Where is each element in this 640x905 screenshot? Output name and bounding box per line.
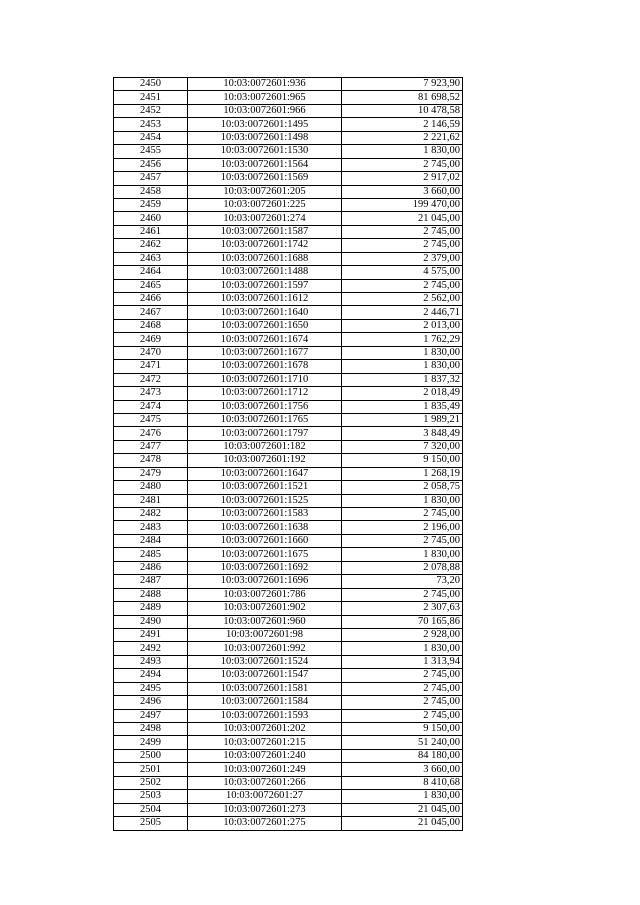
table-row xyxy=(114,333,463,346)
cadastral-number-cell: 10:03:0072601:273 xyxy=(188,803,342,816)
row-number-cell: 2471 xyxy=(114,360,188,373)
cadastral-number-cell: 10:03:0072601:202 xyxy=(188,723,342,736)
value-cell: 2 562,00 xyxy=(342,293,463,306)
value-cell: 9 150,00 xyxy=(342,454,463,467)
cadastral-number-cell: 10:03:0072601:249 xyxy=(188,763,342,776)
value-cell: 2 745,00 xyxy=(342,239,463,252)
row-number-cell: 2468 xyxy=(114,319,188,332)
table-row xyxy=(114,239,463,252)
row-number-cell: 2483 xyxy=(114,521,188,534)
value-cell: 2 745,00 xyxy=(342,225,463,238)
cadastral-number-cell: 10:03:0072601:205 xyxy=(188,185,342,198)
table-row xyxy=(114,360,463,373)
cadastral-number-cell: 10:03:0072601:1583 xyxy=(188,508,342,521)
cadastral-number-cell: 10:03:0072601:1640 xyxy=(188,306,342,319)
row-number-cell: 2492 xyxy=(114,642,188,655)
value-cell: 1 835,49 xyxy=(342,400,463,413)
table-row xyxy=(114,454,463,467)
cadastral-number-cell: 10:03:0072601:225 xyxy=(188,198,342,211)
value-cell: 2 745,00 xyxy=(342,682,463,695)
row-number-cell: 2462 xyxy=(114,239,188,252)
row-number-cell: 2477 xyxy=(114,440,188,453)
value-cell: 2 745,00 xyxy=(342,696,463,709)
cadastral-number-cell: 10:03:0072601:1498 xyxy=(188,131,342,144)
table-row xyxy=(114,118,463,131)
table-row xyxy=(114,440,463,453)
value-cell: 2 307,63 xyxy=(342,602,463,615)
cadastral-number-cell: 10:03:0072601:1488 xyxy=(188,266,342,279)
cadastral-number-cell: 10:03:0072601:1638 xyxy=(188,521,342,534)
row-number-cell: 2475 xyxy=(114,413,188,426)
table-row xyxy=(114,293,463,306)
row-number-cell: 2490 xyxy=(114,615,188,628)
cadastral-number-cell: 10:03:0072601:1584 xyxy=(188,696,342,709)
cadastral-number-cell: 10:03:0072601:902 xyxy=(188,602,342,615)
cadastral-number-cell: 10:03:0072601:1696 xyxy=(188,575,342,588)
value-cell: 4 575,00 xyxy=(342,266,463,279)
table-row xyxy=(114,225,463,238)
table-row xyxy=(114,185,463,198)
row-number-cell: 2491 xyxy=(114,628,188,641)
value-cell: 70 165,86 xyxy=(342,615,463,628)
row-number-cell: 2494 xyxy=(114,669,188,682)
row-number-cell: 2474 xyxy=(114,400,188,413)
row-number-cell: 2450 xyxy=(114,78,188,91)
value-cell: 21 045,00 xyxy=(342,803,463,816)
cadastral-number-cell: 10:03:0072601:786 xyxy=(188,588,342,601)
row-number-cell: 2457 xyxy=(114,172,188,185)
cadastral-number-cell: 10:03:0072601:1521 xyxy=(188,481,342,494)
row-number-cell: 2470 xyxy=(114,346,188,359)
cadastral-number-cell: 10:03:0072601:992 xyxy=(188,642,342,655)
value-cell: 1 762,29 xyxy=(342,333,463,346)
cadastral-number-cell: 10:03:0072601:1524 xyxy=(188,655,342,668)
value-cell: 84 180,00 xyxy=(342,749,463,762)
row-number-cell: 2465 xyxy=(114,279,188,292)
row-number-cell: 2493 xyxy=(114,655,188,668)
table-row xyxy=(114,387,463,400)
value-cell: 21 045,00 xyxy=(342,212,463,225)
table-row xyxy=(114,588,463,601)
value-cell: 2 745,00 xyxy=(342,588,463,601)
table-row xyxy=(114,266,463,279)
table-row xyxy=(114,682,463,695)
cadastral-number-cell: 10:03:0072601:182 xyxy=(188,440,342,453)
cadastral-number-cell: 10:03:0072601:1547 xyxy=(188,669,342,682)
table-row xyxy=(114,534,463,547)
value-cell: 2 379,00 xyxy=(342,252,463,265)
value-cell: 9 150,00 xyxy=(342,723,463,736)
value-cell: 2 013,00 xyxy=(342,319,463,332)
cadastral-number-cell: 10:03:0072601:1712 xyxy=(188,387,342,400)
row-number-cell: 2504 xyxy=(114,803,188,816)
table-row xyxy=(114,145,463,158)
table-row xyxy=(114,642,463,655)
row-number-cell: 2469 xyxy=(114,333,188,346)
table-row xyxy=(114,172,463,185)
row-number-cell: 2454 xyxy=(114,131,188,144)
row-number-cell: 2495 xyxy=(114,682,188,695)
row-number-cell: 2505 xyxy=(114,817,188,830)
table-row xyxy=(114,252,463,265)
row-number-cell: 2481 xyxy=(114,494,188,507)
row-number-cell: 2486 xyxy=(114,561,188,574)
table-row xyxy=(114,427,463,440)
value-cell: 3 660,00 xyxy=(342,185,463,198)
cadastral-number-cell: 10:03:0072601:215 xyxy=(188,736,342,749)
value-cell: 7 923,90 xyxy=(342,78,463,91)
value-cell: 2 745,00 xyxy=(342,508,463,521)
row-number-cell: 2501 xyxy=(114,763,188,776)
value-cell: 3 660,00 xyxy=(342,763,463,776)
table-body xyxy=(114,78,463,831)
row-number-cell: 2464 xyxy=(114,266,188,279)
cadastral-number-cell: 10:03:0072601:1765 xyxy=(188,413,342,426)
table-row xyxy=(114,467,463,480)
table-row xyxy=(114,776,463,789)
cadastral-number-cell: 10:03:0072601:936 xyxy=(188,78,342,91)
value-cell: 199 470,00 xyxy=(342,198,463,211)
row-number-cell: 2456 xyxy=(114,158,188,171)
cadastral-number-cell: 10:03:0072601:1660 xyxy=(188,534,342,547)
value-cell: 1 268,19 xyxy=(342,467,463,480)
table-row xyxy=(114,212,463,225)
row-number-cell: 2467 xyxy=(114,306,188,319)
cadastral-number-cell: 10:03:0072601:1674 xyxy=(188,333,342,346)
cadastral-number-cell: 10:03:0072601:1593 xyxy=(188,709,342,722)
table-row xyxy=(114,158,463,171)
value-cell: 2 078,88 xyxy=(342,561,463,574)
cadastral-number-cell: 10:03:0072601:274 xyxy=(188,212,342,225)
table-row xyxy=(114,508,463,521)
row-number-cell: 2502 xyxy=(114,776,188,789)
cadastral-number-cell: 10:03:0072601:98 xyxy=(188,628,342,641)
value-cell: 2 196,00 xyxy=(342,521,463,534)
value-cell: 2 446,71 xyxy=(342,306,463,319)
value-cell: 2 745,00 xyxy=(342,279,463,292)
value-cell: 1 830,00 xyxy=(342,548,463,561)
cadastral-number-cell: 10:03:0072601:240 xyxy=(188,749,342,762)
table-row xyxy=(114,346,463,359)
value-cell: 2 221,62 xyxy=(342,131,463,144)
table-row xyxy=(114,763,463,776)
table-row xyxy=(114,696,463,709)
value-cell: 2 018,49 xyxy=(342,387,463,400)
cadastral-number-cell: 10:03:0072601:1756 xyxy=(188,400,342,413)
row-number-cell: 2459 xyxy=(114,198,188,211)
row-number-cell: 2489 xyxy=(114,602,188,615)
table-row xyxy=(114,548,463,561)
value-cell: 8 410,68 xyxy=(342,776,463,789)
row-number-cell: 2461 xyxy=(114,225,188,238)
row-number-cell: 2452 xyxy=(114,104,188,117)
row-number-cell: 2455 xyxy=(114,145,188,158)
table-row xyxy=(114,481,463,494)
value-cell: 3 848,49 xyxy=(342,427,463,440)
cadastral-number-cell: 10:03:0072601:1612 xyxy=(188,293,342,306)
row-number-cell: 2499 xyxy=(114,736,188,749)
table-row xyxy=(114,575,463,588)
table-row xyxy=(114,602,463,615)
table-row xyxy=(114,400,463,413)
value-cell: 73,20 xyxy=(342,575,463,588)
cadastral-number-cell: 10:03:0072601:1597 xyxy=(188,279,342,292)
row-number-cell: 2503 xyxy=(114,790,188,803)
value-cell: 21 045,00 xyxy=(342,817,463,830)
row-number-cell: 2473 xyxy=(114,387,188,400)
data-table xyxy=(113,77,463,831)
value-cell: 2 745,00 xyxy=(342,158,463,171)
table-row xyxy=(114,306,463,319)
row-number-cell: 2496 xyxy=(114,696,188,709)
row-number-cell: 2466 xyxy=(114,293,188,306)
cadastral-number-cell: 10:03:0072601:1742 xyxy=(188,239,342,252)
cadastral-number-cell: 10:03:0072601:1530 xyxy=(188,145,342,158)
row-number-cell: 2478 xyxy=(114,454,188,467)
table-row xyxy=(114,736,463,749)
table-row xyxy=(114,198,463,211)
table-row xyxy=(114,817,463,830)
table-row xyxy=(114,655,463,668)
cadastral-number-cell: 10:03:0072601:1569 xyxy=(188,172,342,185)
table-row xyxy=(114,131,463,144)
cadastral-number-cell: 10:03:0072601:27 xyxy=(188,790,342,803)
cadastral-number-cell: 10:03:0072601:1581 xyxy=(188,682,342,695)
row-number-cell: 2498 xyxy=(114,723,188,736)
row-number-cell: 2463 xyxy=(114,252,188,265)
table-row xyxy=(114,803,463,816)
cadastral-number-cell: 10:03:0072601:192 xyxy=(188,454,342,467)
cadastral-number-cell: 10:03:0072601:1587 xyxy=(188,225,342,238)
row-number-cell: 2458 xyxy=(114,185,188,198)
table-row xyxy=(114,494,463,507)
table-row xyxy=(114,413,463,426)
cadastral-number-cell: 10:03:0072601:266 xyxy=(188,776,342,789)
row-number-cell: 2460 xyxy=(114,212,188,225)
table-row xyxy=(114,521,463,534)
cadastral-number-cell: 10:03:0072601:1675 xyxy=(188,548,342,561)
value-cell: 1 837,32 xyxy=(342,373,463,386)
cadastral-number-cell: 10:03:0072601:1692 xyxy=(188,561,342,574)
table-row xyxy=(114,615,463,628)
row-number-cell: 2476 xyxy=(114,427,188,440)
value-cell: 51 240,00 xyxy=(342,736,463,749)
table-row xyxy=(114,279,463,292)
table-row xyxy=(114,669,463,682)
value-cell: 7 320,00 xyxy=(342,440,463,453)
table-row xyxy=(114,709,463,722)
value-cell: 1 830,00 xyxy=(342,360,463,373)
cadastral-number-cell: 10:03:0072601:1564 xyxy=(188,158,342,171)
value-cell: 10 478,58 xyxy=(342,104,463,117)
table-row xyxy=(114,78,463,91)
value-cell: 81 698,52 xyxy=(342,91,463,104)
value-cell: 1 830,00 xyxy=(342,346,463,359)
row-number-cell: 2479 xyxy=(114,467,188,480)
value-cell: 2 745,00 xyxy=(342,669,463,682)
row-number-cell: 2484 xyxy=(114,534,188,547)
table-row xyxy=(114,104,463,117)
table-row xyxy=(114,561,463,574)
table-row xyxy=(114,790,463,803)
row-number-cell: 2497 xyxy=(114,709,188,722)
value-cell: 1 830,00 xyxy=(342,642,463,655)
value-cell: 1 830,00 xyxy=(342,494,463,507)
table-row xyxy=(114,91,463,104)
value-cell: 2 745,00 xyxy=(342,534,463,547)
row-number-cell: 2485 xyxy=(114,548,188,561)
cadastral-number-cell: 10:03:0072601:1650 xyxy=(188,319,342,332)
cadastral-number-cell: 10:03:0072601:1647 xyxy=(188,467,342,480)
cadastral-number-cell: 10:03:0072601:1678 xyxy=(188,360,342,373)
row-number-cell: 2451 xyxy=(114,91,188,104)
cadastral-number-cell: 10:03:0072601:1710 xyxy=(188,373,342,386)
table-row xyxy=(114,749,463,762)
value-cell: 2 745,00 xyxy=(342,709,463,722)
table-row xyxy=(114,628,463,641)
value-cell: 1 830,00 xyxy=(342,790,463,803)
row-number-cell: 2480 xyxy=(114,481,188,494)
table-row xyxy=(114,319,463,332)
cadastral-number-cell: 10:03:0072601:1677 xyxy=(188,346,342,359)
cadastral-number-cell: 10:03:0072601:1797 xyxy=(188,427,342,440)
row-number-cell: 2500 xyxy=(114,749,188,762)
value-cell: 1 989,21 xyxy=(342,413,463,426)
value-cell: 2 928,00 xyxy=(342,628,463,641)
value-cell: 1 313,94 xyxy=(342,655,463,668)
value-cell: 2 058,75 xyxy=(342,481,463,494)
cadastral-number-cell: 10:03:0072601:1688 xyxy=(188,252,342,265)
cadastral-number-cell: 10:03:0072601:1495 xyxy=(188,118,342,131)
cadastral-number-cell: 10:03:0072601:275 xyxy=(188,817,342,830)
row-number-cell: 2488 xyxy=(114,588,188,601)
cadastral-number-cell: 10:03:0072601:1525 xyxy=(188,494,342,507)
row-number-cell: 2487 xyxy=(114,575,188,588)
row-number-cell: 2472 xyxy=(114,373,188,386)
table-row xyxy=(114,373,463,386)
value-cell: 2 146,59 xyxy=(342,118,463,131)
cadastral-number-cell: 10:03:0072601:965 xyxy=(188,91,342,104)
value-cell: 2 917,02 xyxy=(342,172,463,185)
row-number-cell: 2453 xyxy=(114,118,188,131)
row-number-cell: 2482 xyxy=(114,508,188,521)
table-row xyxy=(114,723,463,736)
cadastral-number-cell: 10:03:0072601:960 xyxy=(188,615,342,628)
cadastral-number-cell: 10:03:0072601:966 xyxy=(188,104,342,117)
value-cell: 1 830,00 xyxy=(342,145,463,158)
